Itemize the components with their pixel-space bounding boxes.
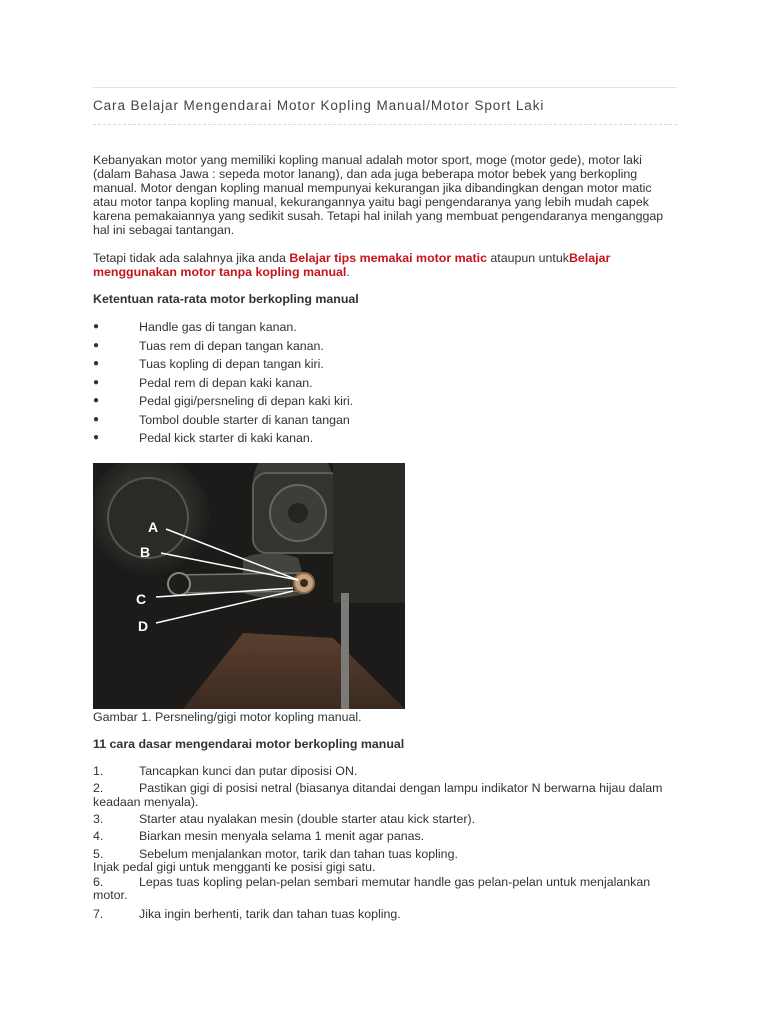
bullet-icon: ● xyxy=(93,339,100,351)
link-no-clutch[interactable]: Belajar menggunakan motor tanpa kopling manual xyxy=(93,251,611,279)
list-item xyxy=(93,394,677,413)
list-item-text: Tombol double starter di kanan tangan xyxy=(139,412,350,427)
gear-lever-illustration xyxy=(93,463,405,709)
rules-list xyxy=(93,320,677,450)
title-divider xyxy=(93,124,677,125)
step-number: 4. xyxy=(93,829,104,843)
step-item xyxy=(93,765,677,779)
figure-label-b: B xyxy=(140,544,151,560)
top-divider xyxy=(93,87,677,88)
step-number: 1. xyxy=(93,764,104,778)
step-number: 7. xyxy=(93,906,104,921)
steps-list xyxy=(93,765,677,921)
step-item xyxy=(93,813,677,827)
step-item xyxy=(93,848,677,862)
step-item xyxy=(93,908,677,922)
list-item xyxy=(93,357,677,376)
figure-label-c: C xyxy=(136,591,147,607)
list-item-text: Tuas rem di depan tangan kanan. xyxy=(139,338,324,353)
step-text: Biarkan mesin menyala selama 1 menit agar panas. xyxy=(139,829,425,843)
step-number: 2. xyxy=(93,781,104,795)
intro-paragraph: Kebanyakan motor yang memiliki kopling manual adalah motor sport, moge (motor gede), motor laki (dalam Bahasa Jawa : sepeda motor lanang), dan ada juga beberapa motor bebek yang berkopling manual. Motor dengan kopling manual mempunyai kekurangan jika dibandingkan dengan motor matic atau motor tanpa kopling manual, kekurangannya yaitu bagi pengendaranya yang lebih mudah capek karena pemakaiannya yang sedikit susah. Tetapi hal inilah yang membuat pengendaranya menganggap hal ini sebagai tantangan. xyxy=(93,153,664,237)
step-text: Pastikan gigi di posisi netral (biasanya ditandai dengan lampu indikator N berwarna hijau dalam keadaan menyala). xyxy=(93,781,663,809)
list-item-text: Tuas kopling di depan tangan kiri. xyxy=(139,357,324,371)
step-item xyxy=(93,782,677,809)
list-item xyxy=(93,376,677,395)
links-text-after: . xyxy=(346,265,350,279)
list-item xyxy=(93,339,677,358)
figure-label-d: D xyxy=(138,618,149,634)
step-text: Sebelum menjalankan motor, tarik dan tahan tuas kopling. xyxy=(139,846,458,861)
step-item xyxy=(93,830,677,844)
step-5-continuation: Injak pedal gigi untuk mengganti ke posisi gigi satu. xyxy=(93,860,376,874)
bullet-icon: ● xyxy=(93,413,100,425)
list-item-text: Handle gas di tangan kanan. xyxy=(139,320,297,334)
bullet-icon: ● xyxy=(93,376,100,388)
step-number: 6. xyxy=(93,874,104,889)
step-item xyxy=(93,876,677,903)
step-text: Tancapkan kunci dan putar diposisi ON. xyxy=(139,764,358,778)
bullet-icon: ● xyxy=(93,432,100,443)
step-text: Jika ingin berhenti, tarik dan tahan tuas kopling. xyxy=(139,906,401,921)
step-text: Lepas tuas kopling pelan-pelan sembari memutar handle gas pelan-pelan untuk menjalankan motor. xyxy=(93,874,651,902)
figure-caption: Gambar 1. Persneling/gigi motor kopling manual. xyxy=(93,710,362,724)
list-item xyxy=(93,320,677,339)
list-item xyxy=(93,413,677,432)
step-number: 3. xyxy=(93,811,104,826)
step-text: Starter atau nyalakan mesin (double starter atau kick starter). xyxy=(139,811,476,826)
rules-heading: Ketentuan rata-rata motor berkopling manual xyxy=(93,292,359,306)
bullet-icon: ● xyxy=(93,321,100,332)
page-title: Cara Belajar Mengendarai Motor Kopling Manual/Motor Sport Laki xyxy=(93,98,545,113)
list-item-text: Pedal rem di depan kaki kanan. xyxy=(139,375,313,390)
list-item-text: Pedal kick starter di kaki kanan. xyxy=(139,431,314,445)
bullet-icon: ● xyxy=(93,395,100,406)
bullet-icon: ● xyxy=(93,358,100,369)
links-text-before: Tetapi tidak ada salahnya jika anda xyxy=(93,251,290,265)
list-item xyxy=(93,431,677,450)
list-item-text: Pedal gigi/persneling di depan kaki kiri. xyxy=(139,394,354,408)
links-paragraph xyxy=(93,251,677,279)
links-text-middle: ataupun untuk xyxy=(486,251,569,265)
gear-lever-photo xyxy=(93,463,405,709)
step-number: 5. xyxy=(93,846,104,861)
figure-label-a: A xyxy=(148,519,159,535)
link-matic-tips[interactable]: Belajar tips memakai motor matic xyxy=(289,251,487,265)
steps-heading: 11 cara dasar mengendarai motor berkopling manual xyxy=(93,737,405,751)
